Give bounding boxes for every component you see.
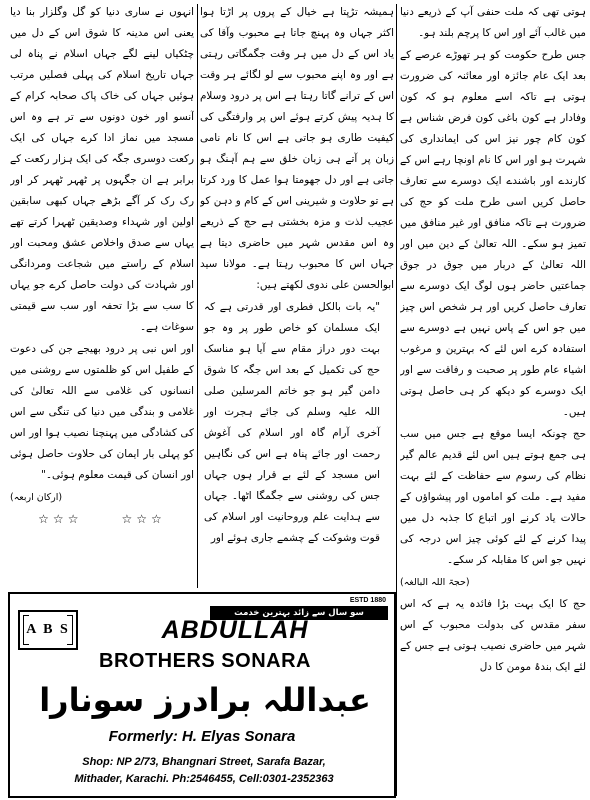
paragraph: ہمیشہ تڑپتا ہے خیال کے پروں پر اڑتا ہوا اکثر جہاں وہ پہنچ جاتا ہے محبوب وآقا کی یاد اس کے دل میں ہر وقت جگمگاتی رہتی ہے اور وہ اپنے محبوب سے لو لگائے ہر وقت اس کے ترانے گاتا رہتا ہے اس پر درود وسلام کا ہدیہ پیش کرتے ہوئے اس پر وارفتگی کی کیفیت طاری ہو جاتی ہے اس کا نام نامی زبان پر آتے ہی زبان خلق سے ہم آہنگ ہو جاتی ہے اور دل جھومتا ہوا عمل کا ورد کرتا ہے تو حلاوت و شیرینی اس کے کام و دہن کو عجیب لذت و مزہ بخشتی ہے حج کے ذریعے وہ اس مقدس شہر میں حاضری دیتا ہے جہاں اس کا محبوب رہتا ہے۔ مولانا سید ابوالحسن علی ندوی لکھتے ہیں:: [200, 6, 394, 291]
article-column-middle: [200, 2, 394, 590]
stars-right: ☆☆☆: [121, 512, 166, 526]
article-column-left: [10, 2, 194, 588]
paragraph: اور اس نبی پر درود بھیجے جن کی دعوت کے طفیل اس کو ظلمتوں سے روشنی میں انسانوں کی غلامی سے اللہ تعالیٰ کی غلامی و بندگی میں دنیا کی تنگی سے اس کی کشادگی میں پہنچنا نصیب ہوا اور اس کو پہلی بار ایمان کی حلاوت حاصل ہوئی اور انسان کی قیمت معلوم ہوئی۔": [10, 343, 194, 481]
star-separator: [10, 509, 194, 530]
paragraph: حج کا ایک بہت بڑا فائدہ یہ ہے کہ اس سفر مقدس کی بدولت محبوب کے اس شہر میں حاضری نصیب ہوتی ہے جس کے لئے ایک بندۂ مومن کا دل: [400, 598, 586, 673]
abs-logo: [18, 610, 78, 650]
advertisement-box: [8, 592, 396, 798]
ad-address: [16, 754, 392, 788]
logo-bracket-right: [67, 615, 73, 645]
paragraph: حج چونکہ ایسا موقع ہے جس میں سب ہی جمع ہوتے ہیں اس لئے قدیم عالم گیر نظام کی رسوم سے حفاظت کے لئے بہت مفید ہے۔ ملت کو اماموں اور پیشواؤں کے حالات یاد کرنے اور اتباع کا جذبہ دل میں پیدا کرنے کے لئے کوئی چیز اس درجہ کی نہیں جو اس کا مقابلہ کر سکے۔: [400, 428, 586, 566]
paragraph: انہوں نے ساری دنیا کو گل وگلزار بنا دیا یعنی اس مدینہ کا شوق اس کے دل میں چٹکیاں لینے لگے جہاں اسلام نے پناہ لی جہاں تاریخ اسلام کی پہلی فصلیں مرتب ہوئیں جہاں کی خاک پاک صحابہ کرام کے آنسو اور خون دونوں سے تر ہے وہ اس مسجد میں نماز ادا کرے جہاں کی ایک رکعت دوسری جگہ کی ایک ہزار رکعت کے برابر ہے ان جگہوں پر ٹھہر ٹھہر کر اور رک رک کر آگے بڑھے جہاں کبھی سابقین اولین اور شہداء وصدیقین ٹھہرا کرتے تھے یہاں سے صدق واخلاص عشق ومحبت اور اسلام کے راستے میں شجاعت ومردانگی اور شہادت کی دولت حاصل کرے جو یہاں کا سب سے بڑا تحفہ اور سب سے قیمتی سوغات ہے۔: [10, 6, 194, 333]
ad-formerly: Formerly: H. Elyas Sonara: [108, 728, 296, 745]
paragraph: ہوتی تھی کہ ملت حنفی آپ کے ذریعے دنیا میں غالب آئے اور اس کا پرچم بلند ہو۔: [400, 6, 586, 39]
paragraph: جس طرح حکومت کو ہر تھوڑے عرصے کے بعد ایک عام جائزہ اور معائنہ کی ضرورت ہوتی ہے تاکہ اسے معلوم ہو کہ کون وفادار ہے کون باغی کون فرض شناس ہے کون کام چور نیز اس کی ایمانداری کی شہرت ہو اور اس کا نام اونچا رہے اس کے کارندے اور باشندے ایک دوسرے سے تعارف حاصل کریں اسی طرح ملت کو حج کی ضرورت ہے تاکہ منافق اور غیر منافق میں تمیز ہو سکے۔ اللہ تعالیٰ کے دین میں اور اللہ تعالیٰ کے دربار میں جوق در جوق جماعتیں حاضر ہوں لوگ ایک دوسرے سے تعارف حاصل کریں اور ہر شخص اس چیز میں جو اس کے پاس نہیں ہے دوسرے سے استفادہ کرے اس لئے کہ بہترین و مرغوب اشیاء عام طور پر صحبت و رفاقت سے اور ایک دوسرے کو دیکھ کر ہی حاصل ہوتی ہیں۔: [400, 49, 586, 418]
column-divider: [396, 4, 397, 796]
ad-banner-urdu: سو سال سے زائد بہترین خدمت: [210, 606, 388, 620]
ad-address-line: Shop: NP 2/73, Bhangnari Street, Sarafa Bazar,: [82, 756, 326, 768]
logo-bracket-left: [23, 615, 29, 645]
ad-address-line: Mithader, Karachi. Ph:2546455, Cell:0301-2352363: [74, 773, 334, 785]
logo-text: A B S: [26, 622, 70, 637]
citation: (حجۃ اللہ البالغہ): [400, 577, 470, 588]
article-column-right: [400, 2, 586, 799]
quote-paragraph: "یہ بات بالکل فطری اور قدرتی ہے کہ ایک مسلمان کو خاص طور پر وہ جو بہت دور دراز مقام سے آیا ہو مناسک حج کی تکمیل کے بعد اس جگہ کا شوق دامن گیر ہو جو خاتم المرسلین صلی اللہ علیہ وسلم کی جائے ہجرت اور آخری آرام گاہ اور اسلام کی آغوش رحمت اور جائے پناہ ہے اس کی نگاہیں اس مسجد کے لئے بے قرار ہوں جہاں جس کی روشنی سے جگمگا اٹھا۔ جہاں سے ہدایت علم وروحانیت اور اسلام کی قوت وشوکت کے چشمے جاری ہوئے اور: [204, 301, 380, 544]
stars-left: ☆☆☆: [38, 512, 83, 526]
ad-estd-label: ESTD 1880: [349, 597, 386, 604]
citation: (ارکان اربعہ): [10, 492, 63, 503]
ad-urdu-name: عبداللہ برادرز سونارا: [39, 681, 371, 719]
ad-subtitle: BROTHERS SONARA: [99, 650, 311, 672]
ad-title: ABDULLAH: [161, 616, 309, 644]
column-divider: [197, 4, 198, 588]
